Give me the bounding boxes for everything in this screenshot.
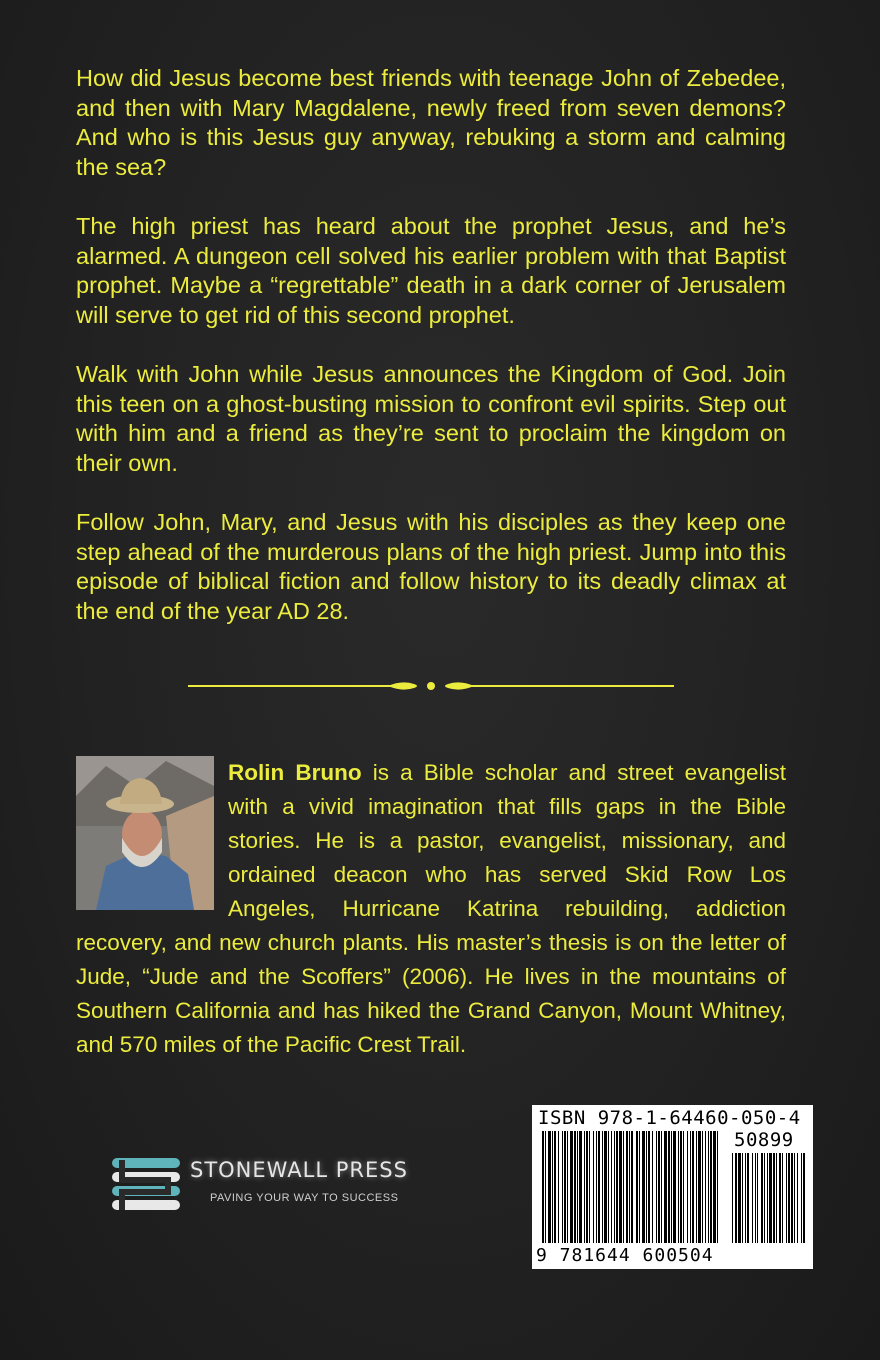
barcode-bar bbox=[773, 1153, 775, 1243]
barcode-bar bbox=[648, 1131, 650, 1243]
barcode-bar bbox=[646, 1131, 647, 1243]
barcode-bar bbox=[623, 1131, 624, 1243]
barcode-bar bbox=[745, 1153, 746, 1243]
barcode-bar bbox=[602, 1131, 603, 1243]
barcode-bar bbox=[742, 1153, 743, 1243]
isbn-barcode bbox=[532, 1105, 813, 1269]
author-photo bbox=[76, 756, 214, 910]
barcode-bar bbox=[755, 1153, 756, 1243]
barcode-bar bbox=[614, 1131, 615, 1243]
barcode-bar bbox=[698, 1131, 701, 1243]
barcode-bar bbox=[596, 1131, 597, 1243]
barcode-bar bbox=[705, 1131, 706, 1243]
barcode-bar bbox=[769, 1153, 772, 1243]
barcode-bar bbox=[542, 1131, 544, 1243]
barcode-bar bbox=[757, 1153, 758, 1243]
barcode-bar bbox=[636, 1131, 638, 1243]
barcode-bar bbox=[761, 1153, 763, 1243]
barcode-bar bbox=[656, 1131, 657, 1243]
barcode-bar bbox=[747, 1153, 749, 1243]
barcode-bar bbox=[570, 1131, 573, 1243]
barcode-digits: 9 781644 600504 bbox=[536, 1245, 714, 1266]
barcode-bar bbox=[626, 1131, 628, 1243]
barcode-bar bbox=[642, 1131, 645, 1243]
barcode-bar bbox=[710, 1131, 712, 1243]
barcode-bar bbox=[639, 1131, 640, 1243]
barcode-bar bbox=[786, 1153, 787, 1243]
barcode-bar bbox=[788, 1153, 790, 1243]
isbn-label: ISBN 978-1-64460-050-4 bbox=[538, 1107, 801, 1129]
barcode-bar bbox=[668, 1131, 670, 1243]
barcode-bar bbox=[558, 1131, 559, 1243]
barcode-bar bbox=[554, 1131, 556, 1243]
barcode-bar bbox=[735, 1153, 737, 1243]
barcode-bar bbox=[604, 1131, 607, 1243]
barcode-bar bbox=[579, 1131, 582, 1243]
barcode-bar bbox=[584, 1131, 585, 1243]
barcode-bar bbox=[598, 1131, 600, 1243]
barcode-bar bbox=[562, 1131, 563, 1243]
barcode-bar bbox=[776, 1153, 777, 1243]
barcode-bar bbox=[690, 1131, 691, 1243]
barcode-bar bbox=[717, 1131, 718, 1243]
barcode-bar bbox=[752, 1153, 753, 1243]
barcode-bar bbox=[673, 1131, 676, 1243]
blurb-paragraph-1: How did Jesus become best friends with teenage John of Zebedee, and then with Mary Magdalene, newly freed from seven demons? And who is this Jesus guy anyway, rebuking a storm and calming the sea? bbox=[76, 65, 786, 180]
barcode-bar bbox=[548, 1131, 551, 1243]
barcode-bar bbox=[586, 1131, 588, 1243]
barcode-bar bbox=[713, 1131, 716, 1243]
barcode-bar bbox=[574, 1131, 576, 1243]
barcode-bar bbox=[545, 1131, 546, 1243]
barcode-bar bbox=[593, 1131, 594, 1243]
price-code: 50899 bbox=[734, 1129, 794, 1151]
barcode-bar bbox=[797, 1153, 798, 1243]
barcode-bar bbox=[801, 1153, 802, 1243]
publisher-tagline: PAVING YOUR WAY TO SUCCESS bbox=[210, 1192, 399, 1204]
barcode-bar bbox=[608, 1131, 609, 1243]
barcode-bar bbox=[664, 1131, 667, 1243]
back-cover-blurb bbox=[76, 64, 786, 656]
barcode-bar bbox=[552, 1131, 553, 1243]
barcode-bar bbox=[767, 1153, 768, 1243]
barcode-bar bbox=[671, 1131, 672, 1243]
barcode-bar bbox=[678, 1131, 679, 1243]
barcode-bar bbox=[732, 1153, 733, 1243]
barcode-bar bbox=[652, 1131, 653, 1243]
barcode-bar bbox=[567, 1131, 568, 1243]
barcode-bar bbox=[708, 1131, 709, 1243]
barcode-bar bbox=[803, 1153, 805, 1243]
barcode-bar bbox=[658, 1131, 660, 1243]
barcode-bar bbox=[782, 1153, 783, 1243]
ornamental-divider bbox=[188, 676, 674, 696]
stonewall-book-icon bbox=[108, 1152, 184, 1220]
barcode-bar bbox=[764, 1153, 765, 1243]
blurb-paragraph-2: The high priest has heard about the prophet Jesus, and he’s alarmed. A dungeon cell solved his earlier problem with that Baptist prophet. Maybe a “regrettable” death in a dark corner of Jerusalem will serve to get rid of this second prophet. bbox=[76, 213, 786, 328]
publisher-logo bbox=[108, 1152, 438, 1224]
blurb-paragraph-4: Follow John, Mary, and Jesus with his disciples as they keep one step ahead of the murderous plans of the high priest. Jump into this episode of biblical fiction and follow history to its deadly climax at the end of the year AD 28. bbox=[76, 509, 786, 624]
blurb-paragraph-3: Walk with John while Jesus announces the Kingdom of God. Join this teen on a ghost-busting mission to confront evil spirits. Step out with him and a friend as they’re sent to proclaim the kingdom on their own. bbox=[76, 361, 786, 476]
barcode-bar bbox=[779, 1153, 781, 1243]
author-name: Rolin Bruno bbox=[228, 760, 362, 785]
barcode-bar bbox=[738, 1153, 741, 1243]
author-bio bbox=[76, 756, 786, 1062]
barcode-bar bbox=[794, 1153, 795, 1243]
barcode-bar bbox=[791, 1153, 793, 1243]
barcode-bar bbox=[696, 1131, 697, 1243]
publisher-name: STONEWALL PRESS bbox=[190, 1158, 408, 1182]
barcode-bar bbox=[661, 1131, 662, 1243]
barcode-bar bbox=[564, 1131, 566, 1243]
author-bio-text: is a Bible scholar and street evangelist with a vivid imagination that fills gaps in the Bible stories. He is a pastor, evangelist, missionary, and ordained deacon who has served Skid Row Los Angeles, Hurricane Katrina rebuilding, addiction recovery, and new church plants. His master’s thesis is on the letter of Jude, “Jude and the Scoffers” (2006). He lives in the mountains of Southern California and has hiked the Grand Canyon, Mount Whitney, and 570 miles of the Pacific Crest Trail. bbox=[76, 760, 786, 1057]
barcode-bar bbox=[683, 1131, 684, 1243]
barcode-bar bbox=[589, 1131, 590, 1243]
barcode-bar bbox=[619, 1131, 622, 1243]
barcode-bar bbox=[611, 1131, 612, 1243]
barcode-bar bbox=[629, 1131, 630, 1243]
barcode-bar bbox=[616, 1131, 618, 1243]
barcode-bar bbox=[680, 1131, 682, 1243]
barcode-bar bbox=[702, 1131, 703, 1243]
barcode-bar bbox=[577, 1131, 578, 1243]
barcode-bar bbox=[687, 1131, 688, 1243]
barcode-bar bbox=[692, 1131, 694, 1243]
barcode-bar bbox=[631, 1131, 633, 1243]
